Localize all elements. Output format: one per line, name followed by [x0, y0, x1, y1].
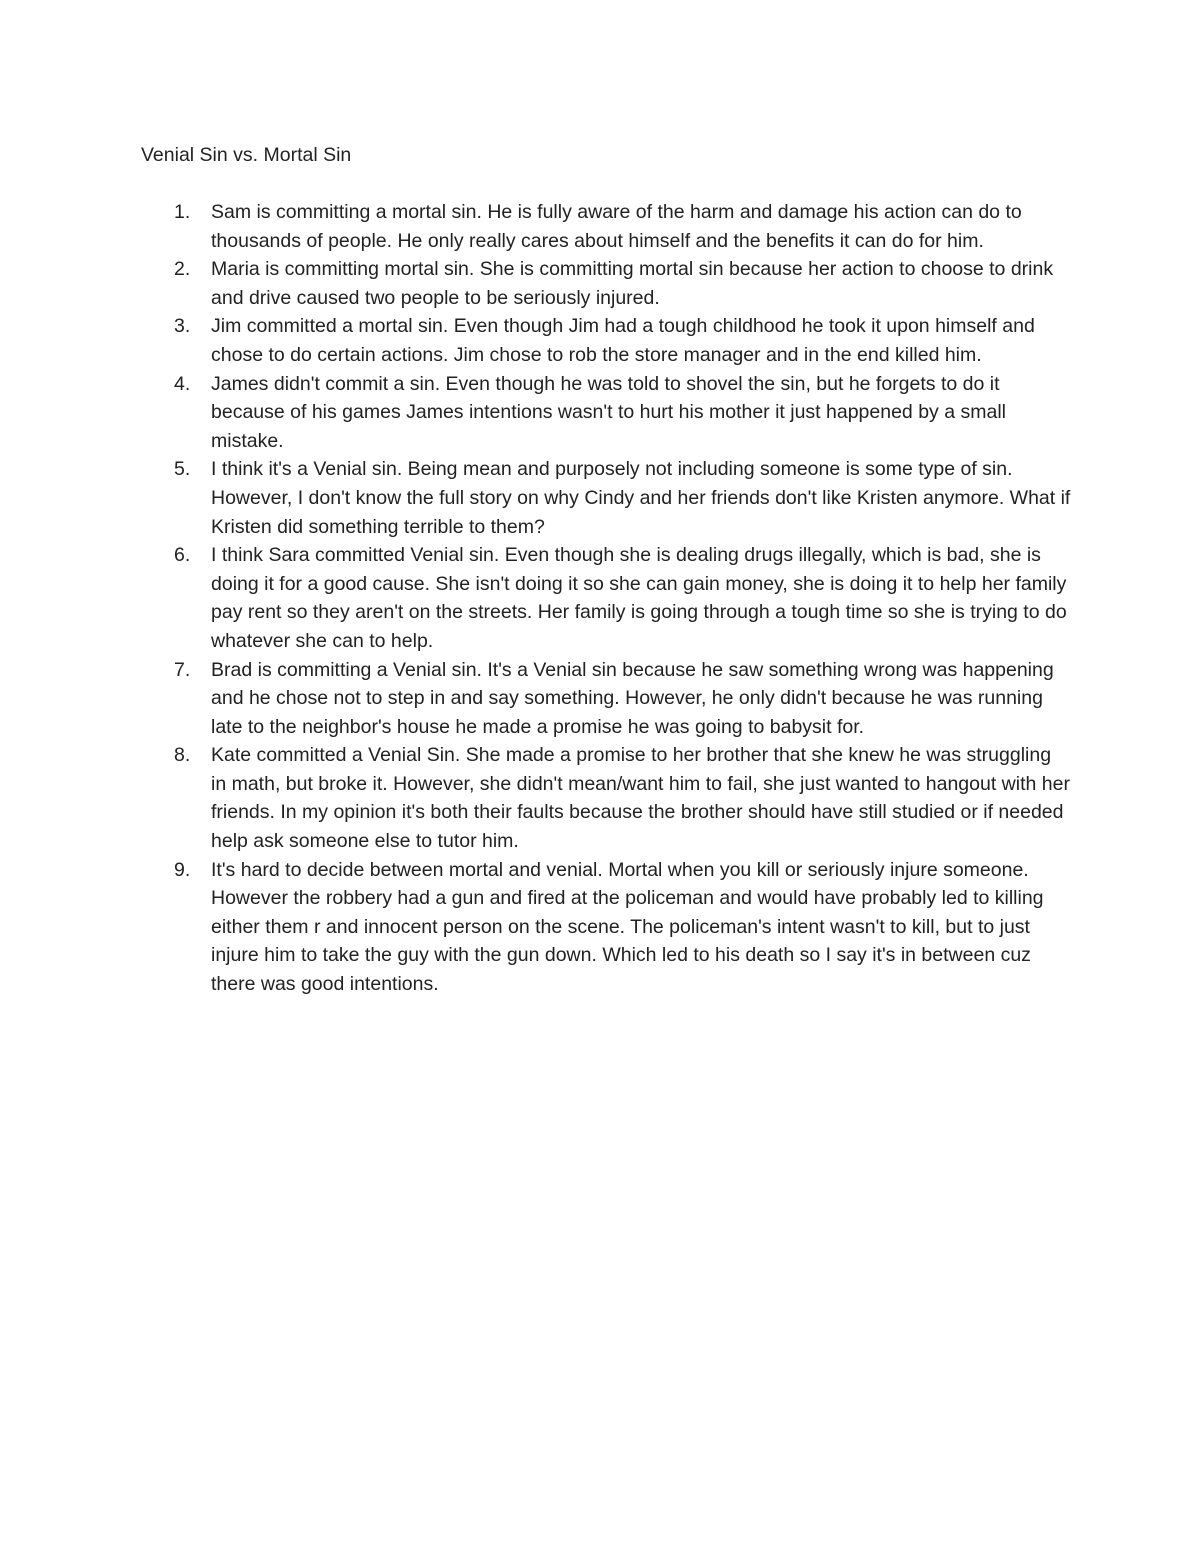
- list-item-number: 6.: [174, 544, 191, 567]
- list-item-text: Brad is committing a Venial sin. It's a Venial sin because he saw something wrong was happening and he chose not to step in and say something. However, he only didn't because he was running late to the neighbor's house he made a promise he was going to babysit for.: [211, 658, 1054, 738]
- list-item: [174, 370, 1071, 456]
- document-title: Venial Sin vs. Mortal Sin: [141, 144, 352, 166]
- list-item-number: 7.: [174, 658, 191, 681]
- list-item: [174, 541, 1071, 655]
- list-item: [174, 856, 1071, 999]
- list-item-text: I think it's a Venial sin. Being mean and purposely not including someone is some type of sin. However, I don't know the full story on why Cindy and her friends don't like Kristen anymore. What if Kristen did something terrible to them?: [211, 458, 1071, 538]
- list-item-number: 8.: [174, 744, 191, 767]
- list-item: [174, 741, 1071, 855]
- list-item-number: 4.: [174, 372, 191, 395]
- list-item-number: 9.: [174, 858, 191, 881]
- answer-list: [174, 198, 1071, 999]
- list-item-text: Jim committed a mortal sin. Even though Jim had a tough childhood he took it upon himself and chose to do certain actions. Jim chose to rob the store manager and in the end killed him.: [211, 315, 1035, 366]
- list-item: [174, 656, 1071, 742]
- list-item: [174, 255, 1071, 312]
- list-item-number: 2.: [174, 258, 191, 281]
- list-item-number: 5.: [174, 458, 191, 481]
- list-item-text: I think Sara committed Venial sin. Even though she is dealing drugs illegally, which is bad, she is doing it for a good cause. She isn't doing it so she can gain money, she is doing it to help her family pay rent so they aren't on the streets. Her family is going through a tough time so she is trying to do whatever she can to help.: [211, 544, 1067, 652]
- list-item-text: Sam is committing a mortal sin. He is fully aware of the harm and damage his action can do to thousands of people. He only really cares about himself and the benefits it can do for him.: [211, 201, 1022, 252]
- list-item-text: Kate committed a Venial Sin. She made a promise to her brother that she knew he was struggling in math, but broke it. However, she didn't mean/want him to fail, she just wanted to hangout with her friends. In my opinion it's both their faults because the brother should have still studied or if needed help ask someone else to tutor him.: [211, 744, 1070, 853]
- list-item: [174, 455, 1071, 541]
- list-item-number: 1.: [174, 201, 191, 223]
- list-item-text: James didn't commit a sin. Even though he was told to shovel the sin, but he forgets to do it because of his games James intentions wasn't to hurt his mother it just happened by a small mistake.: [211, 372, 1006, 452]
- list-item: [174, 198, 1071, 255]
- list-item-text: It's hard to decide between mortal and venial. Mortal when you kill or seriously injure someone. However the robbery had a gun and fired at the policeman and would have probably led to killing either them r and innocent person on the scene. The policeman's intent wasn't to kill, but to just injure him to take the guy with the gun down. Which led to his death so I say it's in between cuz there was good intentions.: [211, 858, 1044, 996]
- list-item: [174, 312, 1071, 369]
- list-item-number: 3.: [174, 315, 191, 338]
- list-item-text: Maria is committing mortal sin. She is committing mortal sin because her action to choose to drink and drive caused two people to be seriously injured.: [211, 258, 1054, 309]
